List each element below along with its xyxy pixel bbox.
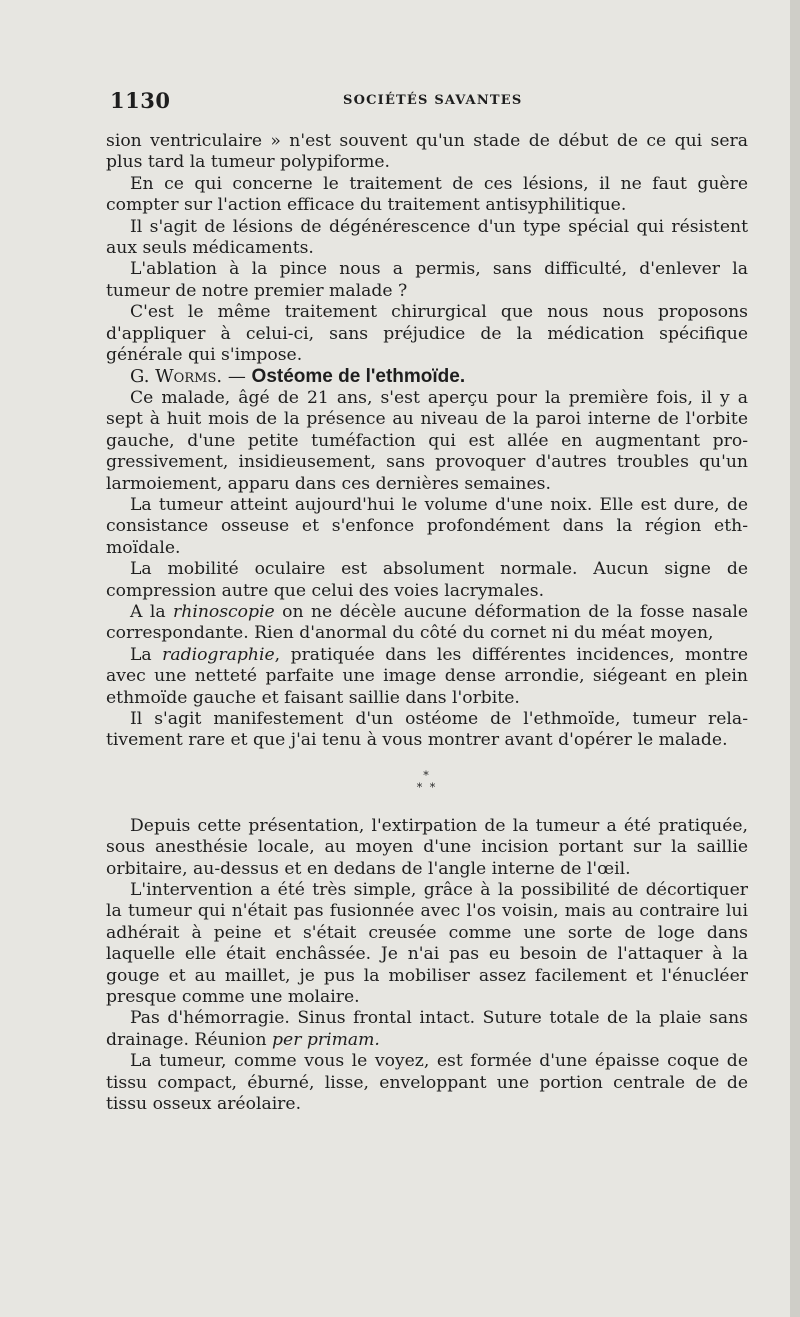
text-run: on ne décèle aucune déformation de la fosse nasale correspondante. Rien d'anormal du côté du cornet ni du méat moyen,	[106, 601, 749, 644]
paragraph	[106, 645, 748, 709]
separator-star-bottom: * *	[416, 780, 438, 794]
article-heading	[106, 366, 748, 387]
page-number: 1130	[110, 88, 171, 113]
paragraph: sion ventriculaire » n'est souvent qu'un stade de début de ce qui sera plus tard la tumeur polypiforme.	[106, 131, 748, 173]
paragraph: Il s'agit de lésions de dégénérescence d'un type spécial qui résistent aux seuls médicaments.	[106, 216, 748, 259]
separator-star-top: *	[423, 768, 431, 782]
paragraph: Il s'agit manifestement d'un ostéome de l'ethmoïde, tumeur relativement rare et que j'ai tenu à vous montrer avant d'opérer le malade.	[106, 708, 748, 751]
page-header	[110, 88, 750, 118]
emphasis: per primam.	[272, 1029, 380, 1050]
running-title: SOCIÉTÉS SAVANTES	[343, 93, 523, 108]
text-run: , pratiquée dans les différentes incidences, montre avec une netteté parfaite une image dense arrondie, siégeant en plein ethmoïde gauche et faisant saillie dans l'orbite.	[106, 644, 748, 708]
emphasis: rhinoscopie	[173, 601, 275, 622]
paragraph: La mobilité oculaire est absolument normale. Aucun signe de compression autre que celui des voies lacrymales.	[106, 559, 748, 601]
paragraph: En ce qui concerne le traitement de ces lésions, il ne faut guère compter sur l'action efficace du traitement antisyphilitique.	[106, 173, 748, 216]
text-run: A la	[130, 601, 166, 622]
paragraph: Ce malade, âgé de 21 ans, s'est aperçu pour la première fois, il y a sept à huit mois de la présence au niveau de la paroi interne de l'orbite gauche, d'une petite tuméfaction qui est allée en augmentant progressivement, insidieusement, sans provoquer d'autres troubles qu'un larmoiement, apparu dans ces dernières semaines.	[106, 387, 748, 494]
paragraph	[106, 602, 748, 645]
text-run: Pas d'hémorragie. Sinus frontal intact. Suture totale de la plaie sans drainage. Réunion	[106, 1008, 748, 1050]
emphasis: radiographie	[162, 644, 275, 665]
paragraph: Depuis cette présentation, l'extirpation de la tumeur a été pratiquée, sous anesthésie locale, au moyen d'une incision portant sur la saillie orbitaire, au-dessus et en dedans de l'angle interne de l'œil.	[106, 815, 748, 879]
page-body	[106, 131, 748, 1115]
paragraph: La tumeur, comme vous le voyez, est formée d'une épaisse coque de tissu compact, éburné, lisse, enveloppant une portion centrale de de tissu osseux aréolaire.	[106, 1051, 748, 1115]
heading-dash: —	[227, 366, 246, 388]
paragraph	[106, 1008, 748, 1051]
paragraph: L'intervention a été très simple, grâce à la possibilité de décortiquer la tumeur qui n'était pas fusionnée avec l'os voisin, mais au contraire lui adhérait à peine et s'était creusée comme une sorte de loge dans laquelle elle était enchâssée. Je n'ai pas eu besoin de l'attaquer à la gouge et au maillet, je pus la mobiliser assez facilement et l'énucléer presque comme une molaire.	[106, 880, 748, 1008]
section-separator	[106, 770, 748, 794]
paragraph: L'ablation à la pince nous a permis, sans difficulté, d'enlever la tumeur de notre premier malade ?	[106, 259, 748, 301]
text-run: La	[130, 644, 152, 665]
paragraph: C'est le même traitement chirurgical que nous nous proposons d'appliquer à celui-ci, sans préjudice de la médication spécifique générale qui s'impose.	[106, 302, 748, 366]
article-author: G. Worms.	[130, 366, 223, 388]
paragraph: La tumeur atteint aujourd'hui le volume d'une noix. Elle est dure, de consistance osseuse et s'enfonce profondément dans la région ethmoïdale.	[106, 494, 748, 558]
article-title: Ostéome de l'ethmoïde.	[251, 366, 466, 388]
